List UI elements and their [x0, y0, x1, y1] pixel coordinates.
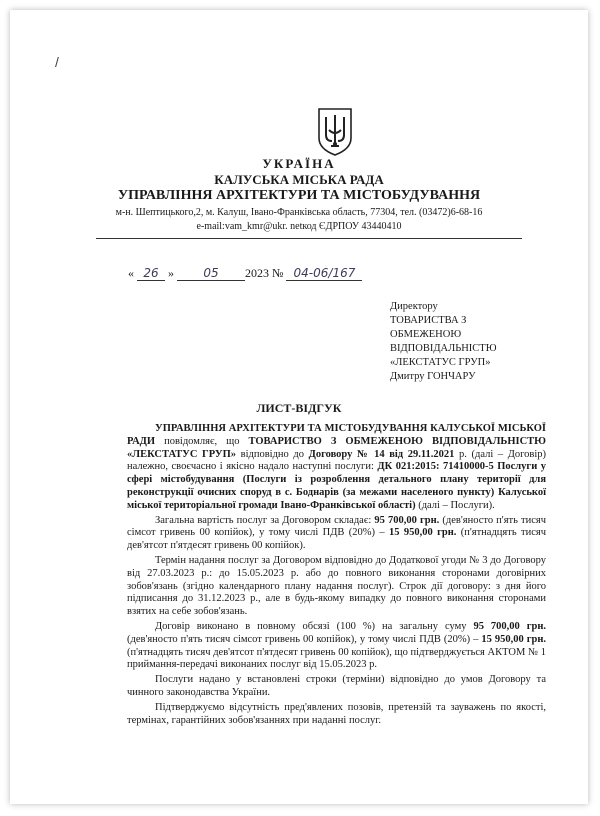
addressee-line: ТОВАРИСТВА З — [390, 315, 467, 326]
text-run: (дев'яносто п'ять тисяч сімсот гривень 00 копійок), у тому числі ПДВ (20%) – — [127, 633, 482, 645]
paragraph-timeliness: Послуги надано у встановлені строки (терміни) відповідно до умов Договору та чинного законодавства України. — [127, 674, 546, 698]
text-run: Загальна вартість послуг за Договором складає: — [155, 514, 375, 526]
addressee-block — [390, 300, 497, 384]
text-run: повідомляє, що — [155, 435, 249, 447]
date-day: 26 — [137, 266, 165, 281]
date-year: 2023 № — [245, 266, 284, 280]
addressee-line: ОБМЕЖЕНОЮ — [390, 329, 462, 340]
contract-ref: Договору № 14 від 29.11.2021 — [308, 448, 455, 460]
text-run: (п'ятнадцять тисяч дев'ятсот п'ятдесят гривень 00 копійок), що підтверджується АКТОМ № 1 приймання-передачі виконаних послуг від 15.05.2023 р. — [127, 646, 546, 671]
text-run: р. (далі – Договір) належно, своєчасно і якісно надало наступні послуги: — [127, 448, 547, 473]
paragraph-terms: Термін надання послуг за Договором відповідно до Додаткової угоди № 3 до Договору від 27.03.2023 р.: до 15.05.2023 р. або до повного виконання сторонами договірних зобов'язань (згідно календарного плану надання послуг). Строк дії договору: з дня його підписання до 31.12.2023 р., але в будь-якому випадку до повного виконання сторонами взятих на себе зобов'язань. — [127, 554, 546, 618]
addressee-line: Дмитру ГОНЧАРУ — [390, 371, 476, 382]
letter-title: ЛИСТ-ВІДГУК — [256, 401, 342, 415]
document-page — [10, 10, 588, 804]
text-run: відповідно до — [236, 448, 309, 460]
completed-amount: 95 700,00 грн. — [473, 620, 546, 632]
paragraph-services — [127, 423, 546, 513]
header-address: м-н. Шептицького,2, м. Калуш, Івано-Франківська область, 77304, тел. (03472)6-68-16 — [115, 207, 483, 218]
header-divider — [96, 238, 522, 239]
corner-mark: / — [55, 54, 59, 70]
date-open-quote: « — [128, 266, 134, 280]
contractor-name: ТОВАРИСТВО З ОБМЕЖЕНОЮ ВІДПОВІДАЛЬНІСТЮ «ЛЕКСТАТУС ГРУП» — [127, 435, 547, 460]
text-run: (п'ятнадцять тисяч дев'ятсот п'ятдесят гривень 00 копійок). — [127, 527, 546, 552]
addressee-line: Директору — [390, 301, 438, 312]
service-description: ДК 021:2015: 71410000-5 Послуги у сфері містобудування (Послуги із розроблення детального плану території для реконструкції очисних споруд в с. Боднарів (за межами населеного пункту) Калуської міської територіальної громади Івано-Франківської області) — [127, 461, 546, 511]
header-country: УКРАЇНА — [262, 156, 336, 171]
addressee-line: ВІДПОВІДАЛЬНІСТЮ — [390, 343, 497, 354]
text-run: (далі – Послуги). — [415, 499, 495, 511]
sender-name: УПРАВЛІННЯ АРХІТЕКТУРИ ТА МІСТОБУДУВАННЯ КАЛУСЬКОЇ МІСЬКОЇ РАДИ — [127, 423, 546, 447]
addressee-line: «ЛЕКСТАТУС ГРУП» — [390, 357, 491, 368]
paragraph-cost — [127, 515, 546, 553]
date-month: 05 — [177, 266, 245, 281]
paragraph-no-claims: Підтверджуємо відсутність пред'явлених позовів, претензій та зауважень по якості, термінах, гарантійних зобов'язаннях при наданні послуг. — [127, 701, 546, 726]
header-council: КАЛУСЬКА МІСЬКА РАДА — [214, 172, 384, 187]
date-line — [128, 266, 362, 281]
total-amount: 95 700,00 грн. — [374, 514, 440, 526]
coat-of-arms-icon — [317, 108, 353, 156]
completed-vat: 15 950,00 грн. — [481, 633, 546, 645]
header-department: УПРАВЛІННЯ АРХІТЕКТУРИ ТА МІСТОБУДУВАННЯ — [117, 188, 481, 203]
letter-body — [127, 423, 546, 729]
text-run: (дев'яносто п'ять тисяч сімсот гривень 00 копійок), у тому числі ПДВ (20%) – — [127, 514, 546, 539]
paragraph-completion — [127, 621, 546, 672]
header-contacts: e-mail:vam_kmr@ukr. netкод ЄДРПОУ 43440410 — [196, 221, 402, 232]
document-number: 04-06/167 — [286, 266, 362, 281]
vat-amount: 15 950,00 грн. — [388, 527, 457, 539]
date-close-quote: » — [168, 266, 174, 280]
text-run: Договір виконано в повному обсязі (100 %) на загальну суму — [155, 620, 474, 632]
